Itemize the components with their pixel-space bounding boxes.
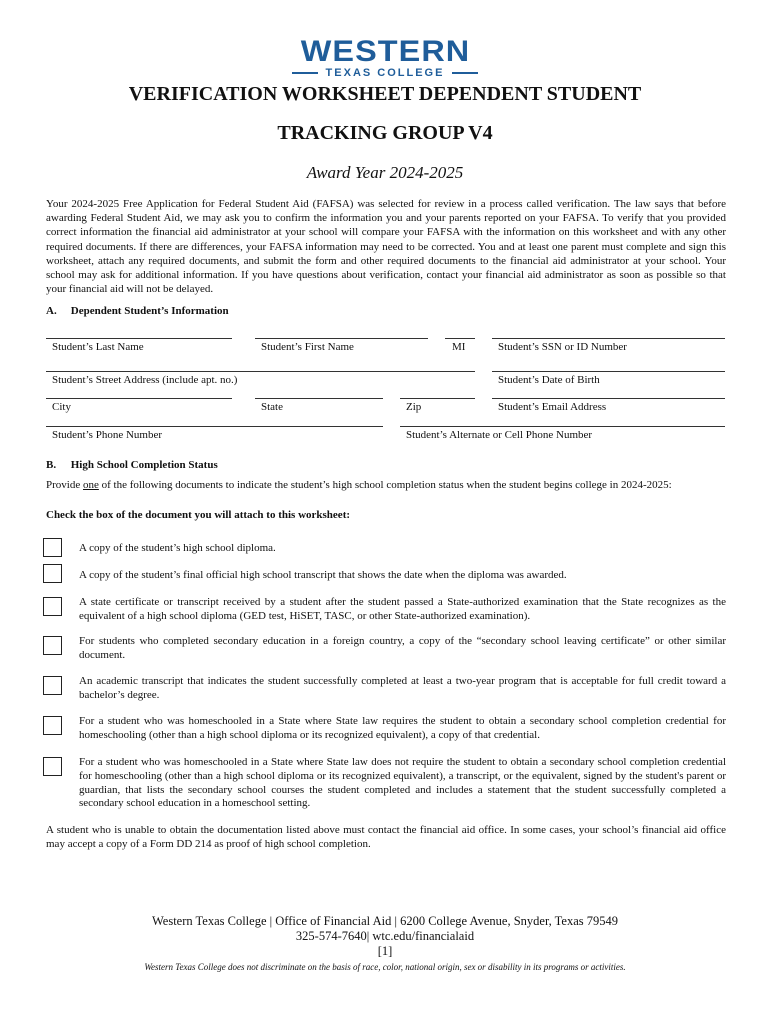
- checkbox-academic-transcript[interactable]: [43, 676, 62, 695]
- ssn-label: Student’s SSN or ID Number: [498, 341, 627, 353]
- checkbox-foreign-certificate[interactable]: [43, 636, 62, 655]
- street-address-label: Student’s Street Address (include apt. no.): [52, 374, 238, 386]
- option-diploma: A copy of the student’s high school diploma.: [79, 542, 276, 554]
- email-field[interactable]: [492, 398, 725, 399]
- option-transcript: A copy of the student’s final official high school transcript that shows the date when the diploma was awarded.: [79, 569, 567, 581]
- date-of-birth-label: Student’s Date of Birth: [498, 374, 600, 386]
- section-a-heading: [46, 305, 229, 317]
- alt-phone-label: Student’s Alternate or Cell Phone Number: [406, 429, 593, 441]
- page-number: [1]: [377, 944, 393, 958]
- mi-label: MI: [452, 341, 466, 353]
- checkbox-state-certificate[interactable]: [43, 597, 62, 616]
- option-homeschool-transcript: For a student who was homeschooled in a State where State law does not require the student to obtain a secondary school completion credential for homeschooling (other than a high school diploma or its recognized equivalent), a transcript, or the equivalent, signed by the student's parent or guardian, that lists the secondary school courses the student completed and includes a statement that the student successfully completed a secondary school education in a homeschool setting.: [79, 756, 726, 810]
- section-b-title: High School Completion Status: [70, 459, 218, 471]
- state-field[interactable]: [255, 398, 383, 399]
- checkbox-homeschool-credential[interactable]: [43, 716, 62, 735]
- last-name-field[interactable]: [46, 338, 232, 339]
- date-of-birth-field[interactable]: [492, 371, 725, 372]
- state-label: State: [261, 401, 283, 413]
- section-b-heading: [46, 459, 218, 471]
- check-instruction: Check the box of the document you will attach to this worksheet:: [46, 509, 351, 521]
- option-academic-transcript: An academic transcript that indicates the student successfully completed at least a two-year program that is acceptable for full credit toward a bachelor’s degree.: [79, 675, 726, 701]
- section-b-number: B.: [46, 459, 57, 471]
- footer-disclaimer: Western Texas College does not discriminate on the basis of race, color, national origin, sex or disability in its programs or activities.: [144, 962, 626, 972]
- checkbox-transcript[interactable]: [43, 564, 62, 583]
- option-homeschool-credential: For a student who was homeschooled in a State where State law requires the student to obtain a secondary school completion credential for homeschooling (other than a high school diploma or its recognized equivalent), a copy of that credential.: [79, 715, 726, 741]
- option-state-certificate: A state certificate or transcript received by a student after the student passed a State-authorized examination that the State recognizes as the equivalent of a high school diploma (GED test, HiSET, TASC, or other State-authorized examination).: [79, 596, 726, 622]
- document-title-line-2: TRACKING GROUP V4: [277, 122, 493, 144]
- mi-field[interactable]: [445, 338, 475, 339]
- city-label: City: [52, 401, 71, 413]
- email-label: Student’s Email Address: [498, 401, 607, 413]
- logo-wordmark: WESTERN: [300, 35, 470, 68]
- checkbox-homeschool-transcript[interactable]: [43, 757, 62, 776]
- award-year: Award Year 2024-2025: [306, 163, 464, 182]
- alt-phone-field[interactable]: [400, 426, 725, 427]
- first-name-field[interactable]: [255, 338, 428, 339]
- first-name-label: Student’s First Name: [261, 341, 354, 353]
- provide-text-emphasis: one: [82, 479, 99, 491]
- checkbox-diploma[interactable]: [43, 538, 62, 557]
- footer-address: Western Texas College | Office of Financial Aid | 6200 College Avenue, Snyder, Texas 79549: [151, 914, 618, 928]
- logo-rule-right: [452, 72, 478, 74]
- provide-instruction: [46, 479, 726, 491]
- street-address-field[interactable]: [46, 371, 475, 372]
- option-foreign-certificate: For students who completed secondary education in a foreign country, a copy of the “secondary school leaving certificate” or other similar document.: [79, 635, 726, 661]
- provide-text-post: of the following documents to indicate the student’s high school completion status when the student begins college in 2024-2025:: [98, 479, 672, 491]
- phone-label: Student’s Phone Number: [52, 429, 162, 441]
- ssn-field[interactable]: [492, 338, 725, 339]
- intro-paragraph: Your 2024-2025 Free Application for Federal Student Aid (FAFSA) was selected for review in a process called verification. The law says that before awarding Federal Student Aid, we may ask you to confirm the information you and your parents reported on your FAFSA. To verify that you provided correct information the financial aid administrator at your school will compare your FAFSA with the information on this worksheet and with any other required documents. If there are differences, your FAFSA information may need to be corrected. You and at least one parent must complete and sign this worksheet, attach any required documents, and submit the form and other required documents to the financial aid administrator at your school. Your school may ask for additional information. If you have questions about verification, contact your financial aid administrator as soon as possible so that your financial aid will not be delayed.: [46, 198, 726, 296]
- logo-subtitle: TEXAS COLLEGE: [325, 67, 445, 79]
- zip-label: Zip: [406, 401, 422, 413]
- last-name-label: Student’s Last Name: [52, 341, 144, 353]
- document-title-line-1: VERIFICATION WORKSHEET DEPENDENT STUDENT: [128, 83, 642, 105]
- closing-paragraph: A student who is unable to obtain the documentation listed above must contact the financial aid office. In some cases, your school’s financial aid office may accept a copy of a Form DD 214 as proof of high school completion.: [46, 824, 726, 851]
- phone-field[interactable]: [46, 426, 383, 427]
- zip-field[interactable]: [400, 398, 475, 399]
- section-a-title: Dependent Student’s Information: [70, 305, 229, 317]
- city-field[interactable]: [46, 398, 232, 399]
- footer-contact: 325-574-7640| wtc.edu/financialaid: [295, 929, 475, 943]
- provide-text-pre: Provide: [46, 479, 83, 491]
- section-a-number: A.: [46, 305, 57, 317]
- college-logo: [0, 37, 770, 79]
- logo-rule-left: [292, 72, 318, 74]
